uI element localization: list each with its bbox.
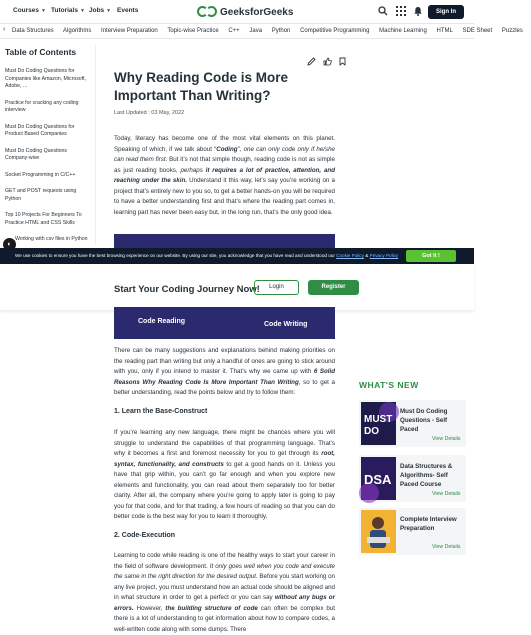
last-updated: Last Updated : 03 May, 2022 [114,110,185,116]
article-banner-image [114,307,335,339]
sidebar-divider [95,45,96,245]
bell-icon[interactable] [412,6,424,18]
cookie-message: We use cookies to ensure you have the best browsing experience on our website. By using our site, you acknowledge that you have read and understood our Cookie Policy & Privacy Policy [15,253,399,258]
category-item[interactable]: Python [271,28,291,34]
article-paragraph: If you’re learning any new language, there might be chances where you will struggle to understand the capabilities of that programming language. That’s why it becomes a first and foremost necessity for you to get through its root, syntax, functionality, and constructs to get a good hands on it. Unless you have that grip within, you can’t go far enough and when you explore new elements and functionality, you can read about them separately too for better clarity. After all, the company where you’re going to apply later is going to pay you for that code, and for that trading, a few hours of reading so that you can do better code is the best way for you to learn it thoroughly. [114,429,335,520]
register-button[interactable]: Register [308,280,359,295]
svg-text:DO: DO [364,426,379,437]
article-paragraph: Learning to code while reading is one of the healthy ways to start your career in the field of software development. It only goes well when you code and execute the same in the right direction for the desired output. Before you start working on any live project, you must understand how an actual code should be aligned and in what structure in order to get a perfect or you can say without any bugs or errors. However, the building structure of code can often be complex but there is a lot of understanding to get information about how to compare codes, a well-written code along with some dumps. There [114,552,336,633]
toc-title: Table of Contents [5,47,77,57]
svg-text:MUST: MUST [364,414,393,425]
course-card[interactable] [359,508,466,555]
cookie-accept-button[interactable]: Got It ! [406,250,456,262]
course-thumbnail [361,510,396,553]
cookie-consent-bar [0,248,474,264]
toc-item[interactable]: Working with csv files in Python [15,236,88,242]
like-icon[interactable] [322,57,333,68]
nav-events[interactable]: Events [117,7,139,14]
chevron-down-icon: ▼ [41,8,46,14]
whats-new-title: WHAT'S NEW [359,380,419,390]
toc-item[interactable]: GET and POST requests using Python [5,188,77,202]
article-paragraph: There can be many suggestions and explanations behind making priorities on the reading part than writing but only a handful of ones are going to stick around with you, only if you intend to master it. That’s why we came up with 6 Solid Reasons Why Reading Code Is More Important Than Writing, so to get a better understanding, read the points below and try to follow them: [114,347,335,396]
chevron-left-icon[interactable]: ‹ [3,26,6,33]
section-heading: 2. Code-Execution [114,532,176,539]
view-details-link[interactable]: View Details [432,436,461,442]
article-banner-image [114,234,335,248]
course-title: Must Do Coding Questions - Self Paced [400,408,448,433]
table-of-contents [5,68,90,253]
nav-tutorials-label: Tutorials [51,7,78,14]
view-details-link[interactable]: View Details [432,544,461,550]
promo-text: Start Your Coding Journey Now! [114,284,260,295]
nav-courses[interactable] [13,7,46,14]
dark-mode-toggle-icon[interactable]: ◐ [3,238,16,251]
banner-label-left: Code Reading [138,318,186,325]
nav-jobs[interactable] [89,7,111,14]
category-bar [0,24,523,39]
category-item[interactable]: HTML [436,28,453,34]
bookmark-icon[interactable] [337,57,348,68]
category-item[interactable]: Machine Learning [379,28,427,34]
sign-in-button[interactable]: Sign In [428,5,464,19]
site-logo[interactable] [197,4,293,20]
article-title: Why Reading Code is More Important Than Writing? [114,70,289,103]
logo-icon [197,6,217,18]
section-heading: 1. Learn the Base-Construct [114,408,208,415]
course-title: Complete Interview Preparation [400,516,457,532]
chevron-down-icon: ▼ [106,8,112,14]
category-item[interactable]: Interview Preparation [101,28,158,34]
category-item[interactable]: Competitive Programming [300,28,370,34]
course-title: Data Structures & Algorithms- Self Paced Course [400,463,453,488]
signup-promo-bar [0,264,474,310]
course-thumbnail [361,402,396,445]
category-item[interactable]: Topic-wise Practice [167,28,219,34]
top-navbar [0,0,474,24]
article-paragraph: Today, literacy has become one of the most vital elements on this planet. Speaking of which, if we talk about “Coding”, one can only code only if he/she can read them first. But it’s not that simple though, reading code is not as simple as just reading books, perhaps it requires a lot of practice, attention, and reaching under the skin. Understand it this way, let’s say you’re working on a project that’s entirely new to you so, to get a better hands-on you will be required to have a better understanding first and that’s where the reading part comes in, learning part has never been easy but, in the long run, that’s the only good idea. [114,135,335,216]
svg-text:DSA: DSA [364,472,392,487]
banner-label-right: Code Writing [264,321,308,328]
logo-text: GeeksforGeeks [220,6,294,18]
category-item[interactable]: C++ [228,28,240,34]
course-card[interactable] [359,455,466,502]
edit-icon[interactable] [306,57,317,68]
toc-item[interactable]: Must Do Coding Questions for Companies like Amazon, Microsoft, Adobe, ... [5,68,87,89]
toc-item[interactable]: Must Do Coding Questions for Product Based Companies [5,123,75,137]
toc-item[interactable]: Top 10 Projects For Beginners To Practice HTML and CSS Skills [5,212,82,226]
toc-item[interactable]: Must Do Coding Questions Company-wise [5,147,67,161]
login-button[interactable]: Login [254,280,299,295]
grid-icon[interactable] [395,6,407,18]
category-list [12,28,531,34]
cookie-policy-link[interactable]: Cookie Policy [336,253,365,258]
nav-tutorials[interactable] [51,7,85,14]
course-card[interactable] [359,400,466,447]
category-item[interactable]: Java [249,28,263,34]
privacy-policy-link[interactable]: Privacy Policy [369,253,399,258]
category-item[interactable]: Puzzles [501,28,523,34]
nav-courses-label: Courses [13,7,40,14]
course-thumbnail [361,457,396,500]
category-item[interactable]: Algorithms [63,28,92,34]
nav-jobs-label: Jobs [89,7,105,14]
view-details-link[interactable]: View Details [432,491,461,497]
toc-item[interactable]: Practice for cracking any coding interview [5,99,79,113]
category-item[interactable]: SDE Sheet [462,28,493,34]
search-icon[interactable] [377,6,389,18]
chevron-down-icon: ▼ [79,8,85,14]
category-item[interactable]: Data Structures [12,28,54,34]
toc-item[interactable]: Socket Programming in C/C++ [5,171,76,178]
